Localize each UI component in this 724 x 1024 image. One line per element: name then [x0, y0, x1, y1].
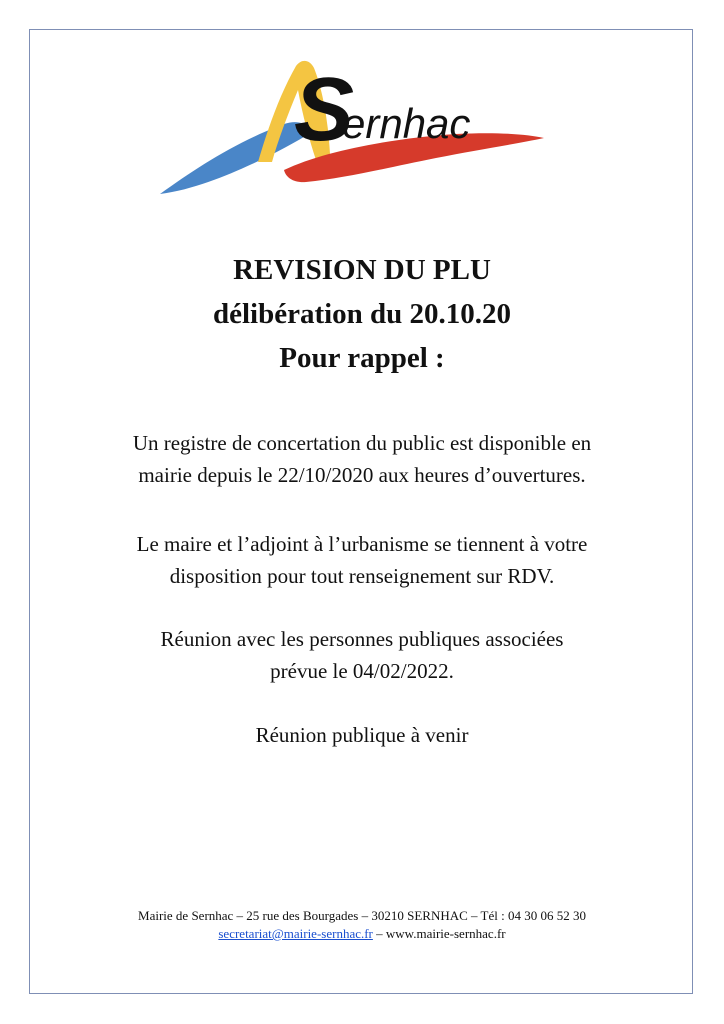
svg-text:S: S — [294, 60, 355, 160]
paragraph-line: Le maire et l’adjoint à l’urbanisme se tiennent à votre — [136, 532, 588, 556]
paragraph-public-meeting — [0, 719, 724, 751]
logo-text: ernhac — [342, 100, 471, 147]
paragraph-line: mairie depuis le 22/10/2020 aux heures d’ouvertures. — [138, 463, 586, 487]
paragraph-line: prévue le 04/02/2022. — [270, 659, 454, 683]
sernhac-logo — [156, 58, 548, 202]
paragraph-line: disposition pour tout renseignement sur RDV. — [169, 564, 555, 588]
subtitle: délibération du 20.10.20 — [212, 298, 512, 330]
paragraph-line: Un registre de concertation du public est disponible en — [132, 431, 592, 455]
footer-address: Mairie de Sernhac – 25 rue des Bourgades – 30210 SERNHAC – Tél : 04 30 06 52 30 — [138, 908, 586, 923]
title: REVISION DU PLU — [233, 254, 491, 286]
paragraph-line: Réunion publique à venir — [255, 723, 469, 747]
paragraph-mayor — [0, 528, 724, 592]
footer-contact — [0, 925, 724, 943]
paragraph-meeting — [0, 623, 724, 687]
footer-separator: – — [372, 926, 386, 941]
footer — [0, 907, 724, 943]
paragraph-line: Réunion avec les personnes publiques associées — [160, 627, 564, 651]
heading-block — [0, 248, 724, 380]
website-text: www.mairie-sernhac.fr — [385, 926, 506, 941]
reminder-heading: Pour rappel : — [279, 342, 445, 374]
email-link[interactable]: secretariat@mairie-sernhac.fr — [218, 926, 373, 941]
paragraph-register — [0, 427, 724, 491]
